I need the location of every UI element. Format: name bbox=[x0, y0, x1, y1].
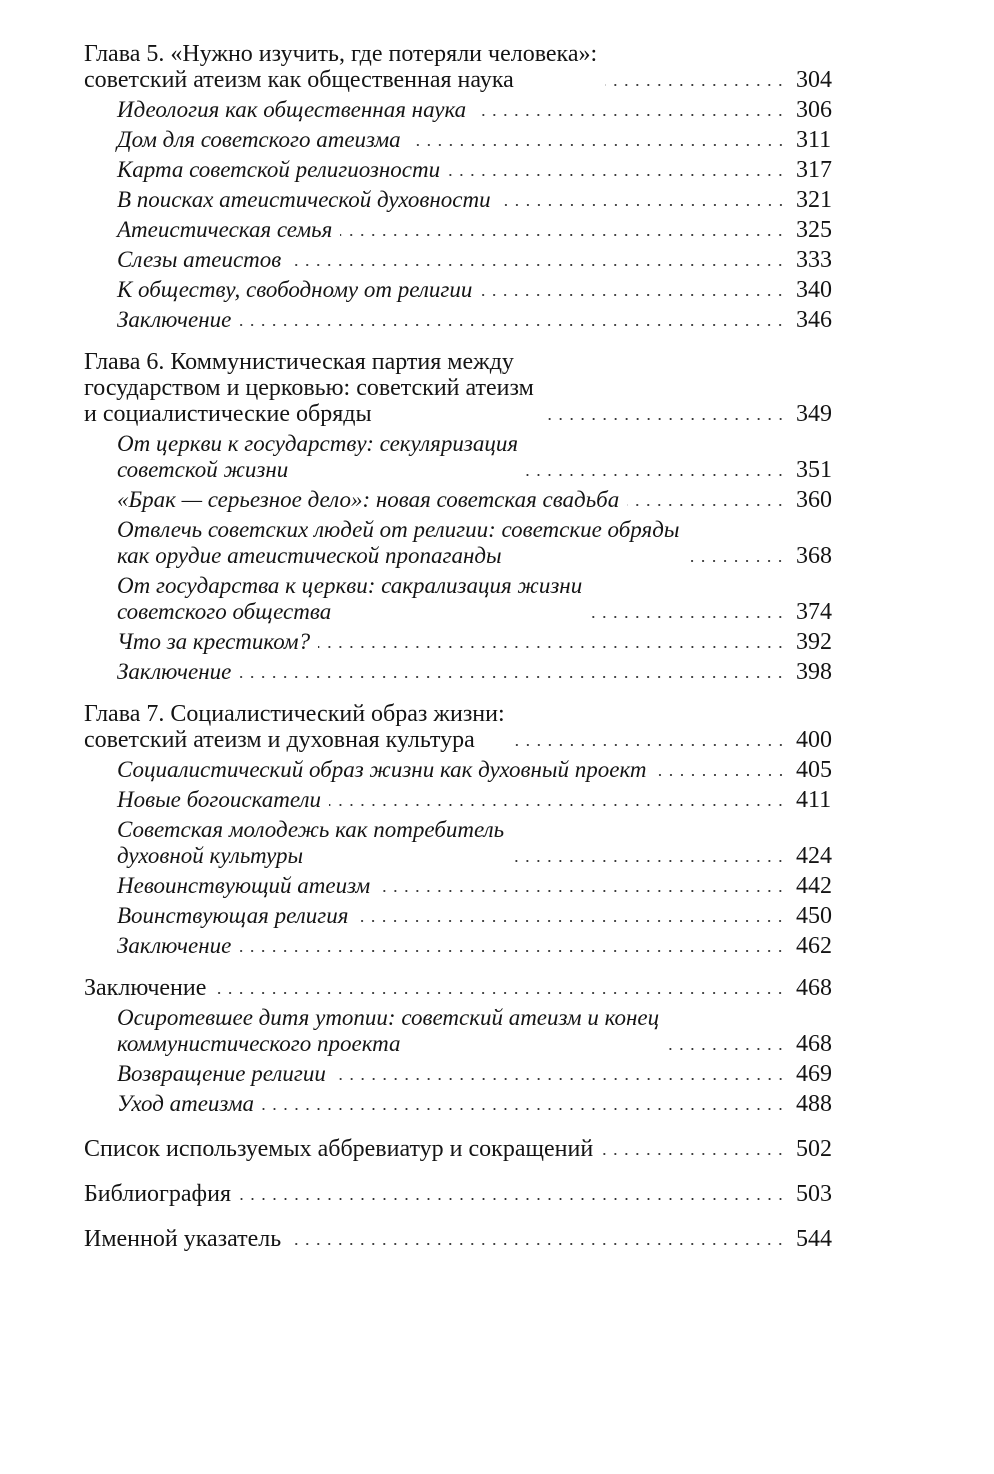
conclusion-title: Заключение bbox=[84, 975, 207, 1001]
toc-subentry bbox=[84, 127, 836, 153]
toc-subentry bbox=[84, 431, 836, 483]
dot-leader bbox=[334, 1078, 786, 1080]
subentry-title: В поисках атеистической духовности bbox=[117, 187, 491, 212]
subentry-page: 442 bbox=[796, 873, 832, 899]
dot-leader bbox=[340, 234, 786, 236]
subentry-title: Отвлечь советских людей от религии: советские обряды как орудие атеистической пропаганды bbox=[117, 517, 680, 568]
toc-subentry bbox=[84, 757, 836, 783]
dot-leader bbox=[239, 950, 786, 952]
dot-leader bbox=[605, 84, 786, 86]
subentry-page: 398 bbox=[796, 659, 832, 685]
dot-leader bbox=[480, 294, 786, 296]
dot-leader bbox=[239, 1198, 786, 1200]
toc-subentry bbox=[84, 659, 836, 685]
subentry-page: 405 bbox=[796, 757, 832, 783]
chapter-5-section bbox=[84, 41, 836, 333]
dot-leader bbox=[239, 676, 786, 678]
subentry-page: 368 bbox=[796, 543, 832, 569]
toc-subentry bbox=[84, 187, 836, 213]
dot-leader bbox=[601, 1153, 786, 1155]
subentry-page: 468 bbox=[796, 1031, 832, 1057]
subentry-title: Невоинствующий атеизм bbox=[117, 873, 371, 898]
dot-leader bbox=[356, 920, 786, 922]
abbreviations-title: Список используемых аббревиатур и сокращений bbox=[84, 1136, 594, 1162]
dot-leader bbox=[512, 860, 786, 862]
toc-subentry bbox=[84, 1005, 836, 1057]
chapter-6-title: Глава 6. Коммунистическая партия между государством и церковью: советский атеизм и социалистические обряды bbox=[84, 349, 534, 427]
toc-subentry bbox=[84, 873, 836, 899]
bibliography-title: Библиография bbox=[84, 1181, 231, 1207]
bibliography-page: 503 bbox=[796, 1181, 832, 1207]
toc-subentry bbox=[84, 573, 836, 625]
subentry-page: 321 bbox=[796, 187, 832, 213]
subentry-page: 340 bbox=[796, 277, 832, 303]
chapter-7-section bbox=[84, 701, 836, 959]
subentry-title: Атеистическая семья bbox=[117, 217, 333, 242]
dot-leader bbox=[687, 560, 786, 562]
subentry-page: 450 bbox=[796, 903, 832, 929]
toc-subentry bbox=[84, 903, 836, 929]
toc-subentry bbox=[84, 933, 836, 959]
dot-leader bbox=[318, 646, 786, 648]
subentry-page: 424 bbox=[796, 843, 832, 869]
section-spacer bbox=[84, 685, 836, 701]
section-spacer bbox=[84, 1162, 836, 1181]
subentry-title: Карта советской религиозности bbox=[117, 157, 441, 182]
table-of-contents bbox=[84, 41, 836, 1252]
subentry-title: Воинствующая религия bbox=[117, 903, 349, 928]
toc-subentry bbox=[84, 307, 836, 333]
subentry-title: Заключение bbox=[117, 933, 232, 958]
subentry-title: Социалистический образ жизни как духовный проект bbox=[117, 757, 647, 782]
dot-leader bbox=[289, 264, 786, 266]
subentry-title: К обществу, свободному от религии bbox=[117, 277, 473, 302]
dot-leader bbox=[409, 144, 786, 146]
subentry-page: 346 bbox=[796, 307, 832, 333]
conclusion-entry bbox=[84, 975, 836, 1001]
dot-leader bbox=[542, 418, 786, 420]
subentry-page: 462 bbox=[796, 933, 832, 959]
subentry-page: 317 bbox=[796, 157, 832, 183]
subentry-page: 392 bbox=[796, 629, 832, 655]
subentry-title: Возвращение религии bbox=[117, 1061, 326, 1086]
name-index-title: Именной указатель bbox=[84, 1226, 282, 1252]
abbreviations-page: 502 bbox=[796, 1136, 832, 1162]
subentry-title: От церкви к государству: секуляризация советской жизни bbox=[117, 431, 519, 482]
dot-leader bbox=[378, 890, 786, 892]
dot-leader bbox=[667, 1048, 786, 1050]
toc-subentry bbox=[84, 157, 836, 183]
dot-leader bbox=[526, 474, 786, 476]
abbreviations-entry bbox=[84, 1136, 836, 1162]
subentry-title: Что за крестиком? bbox=[117, 629, 311, 654]
subentry-title: Осиротевшее дитя утопии: советский атеизм и конец коммунистического проекта bbox=[117, 1005, 660, 1056]
subentry-page: 311 bbox=[796, 127, 832, 153]
dot-leader bbox=[214, 992, 786, 994]
toc-subentry bbox=[84, 1061, 836, 1087]
chapter-5-entry bbox=[84, 41, 836, 93]
dot-leader bbox=[513, 744, 786, 746]
conclusion-page: 468 bbox=[796, 975, 832, 1001]
subentry-page: 325 bbox=[796, 217, 832, 243]
name-index-page: 544 bbox=[796, 1226, 832, 1252]
dot-leader bbox=[590, 616, 786, 618]
toc-subentry bbox=[84, 97, 836, 123]
subentry-title: Уход атеизма bbox=[117, 1091, 255, 1116]
dot-leader bbox=[655, 774, 786, 776]
section-spacer bbox=[84, 333, 836, 349]
section-spacer bbox=[84, 959, 836, 975]
subentry-title: Советская молодежь как потребитель духовной культуры bbox=[117, 817, 505, 868]
dot-leader bbox=[474, 114, 786, 116]
conclusion-section bbox=[84, 975, 836, 1117]
chapter-6-entry bbox=[84, 349, 836, 427]
subentry-title: Новые богоискатели bbox=[117, 787, 322, 812]
dot-leader bbox=[448, 174, 786, 176]
name-index-entry bbox=[84, 1226, 836, 1252]
chapter-5-page: 304 bbox=[796, 67, 832, 93]
subentry-title: «Брак — серьезное дело»: новая советская свадьба bbox=[117, 487, 620, 512]
subentry-page: 306 bbox=[796, 97, 832, 123]
dot-leader bbox=[289, 1243, 786, 1245]
toc-subentry bbox=[84, 817, 836, 869]
toc-subentry bbox=[84, 629, 836, 655]
toc-subentry bbox=[84, 487, 836, 513]
subentry-page: 469 bbox=[796, 1061, 832, 1087]
dot-leader bbox=[627, 504, 786, 506]
chapter-7-entry bbox=[84, 701, 836, 753]
subentry-page: 488 bbox=[796, 1091, 832, 1117]
dot-leader bbox=[329, 804, 786, 806]
bibliography-entry bbox=[84, 1181, 836, 1207]
subentry-page: 351 bbox=[796, 457, 832, 483]
toc-subentry bbox=[84, 247, 836, 273]
chapter-6-section bbox=[84, 349, 836, 685]
subentry-title: Заключение bbox=[117, 659, 232, 684]
subentry-title: Дом для советского атеизма bbox=[117, 127, 401, 152]
subentry-page: 360 bbox=[796, 487, 832, 513]
subentry-page: 333 bbox=[796, 247, 832, 273]
chapter-5-title: Глава 5. «Нужно изучить, где потеряли человека»: советский атеизм как общественная наука bbox=[84, 41, 598, 93]
toc-subentry bbox=[84, 517, 836, 569]
chapter-6-page: 349 bbox=[796, 401, 832, 427]
subentry-title: Идеология как общественная наука bbox=[117, 97, 467, 122]
section-spacer bbox=[84, 1117, 836, 1136]
subentry-title: Заключение bbox=[117, 307, 232, 332]
dot-leader bbox=[239, 324, 786, 326]
toc-subentry bbox=[84, 787, 836, 813]
subentry-title: Слезы атеистов bbox=[117, 247, 282, 272]
dot-leader bbox=[499, 204, 786, 206]
subentry-page: 374 bbox=[796, 599, 832, 625]
chapter-7-page: 400 bbox=[796, 727, 832, 753]
chapter-7-title: Глава 7. Социалистический образ жизни: советский атеизм и духовная культура bbox=[84, 701, 505, 753]
section-spacer bbox=[84, 1207, 836, 1226]
toc-subentry bbox=[84, 277, 836, 303]
subentry-title: От государства к церкви: сакрализация жизни советского общества bbox=[117, 573, 583, 624]
subentry-page: 411 bbox=[796, 787, 832, 813]
toc-subentry bbox=[84, 1091, 836, 1117]
dot-leader bbox=[262, 1108, 786, 1110]
toc-subentry bbox=[84, 217, 836, 243]
